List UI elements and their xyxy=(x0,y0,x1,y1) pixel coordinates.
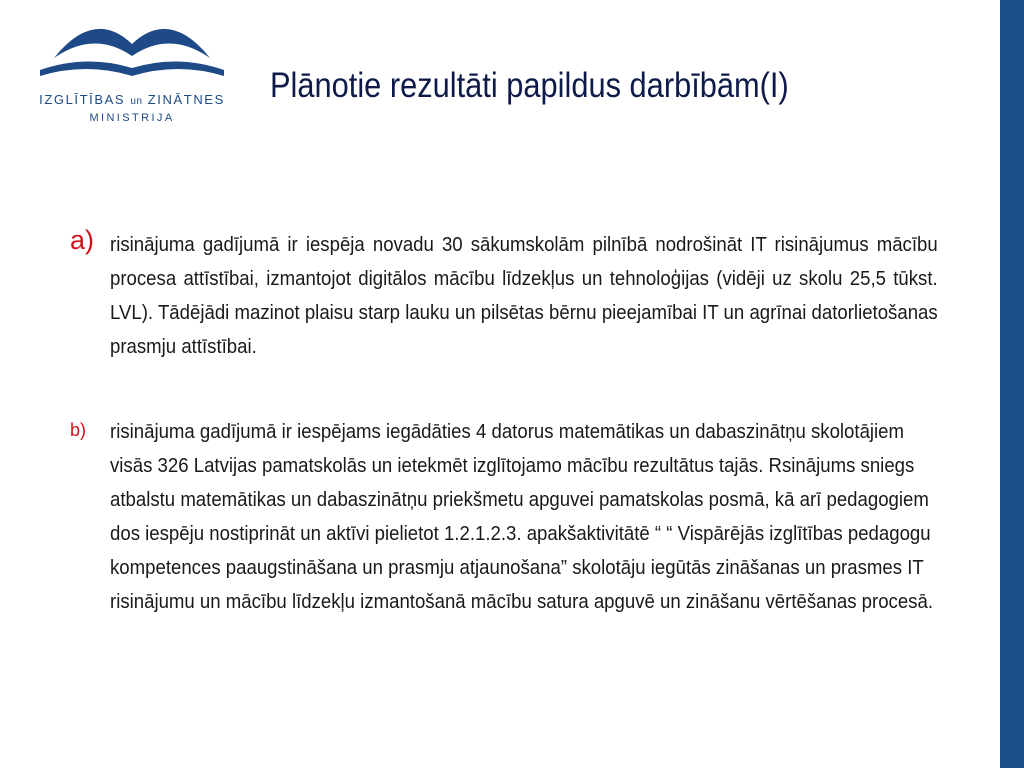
list-marker-b: b) xyxy=(70,420,87,440)
list-item-a xyxy=(70,225,946,364)
book-arc-icon xyxy=(34,14,230,90)
ministry-logo xyxy=(34,14,230,132)
logo-word-zinatnes: ZINĀTNES xyxy=(147,92,225,107)
logo-text-line2: MINISTRIJA xyxy=(89,112,175,124)
logo-text-line1 xyxy=(34,92,230,107)
list-item-a-text: risinājuma gadījumā ir iespēja novadu 30 sākumskolām pilnībā nodrošināt IT risinājumus mācību procesa attīstībai, izmantojot digitālos mācību līdzekļus un tehnoloģijas (vidēji uz skolu 25,5 tūkst. LVL). Tādējādi mazinot plaisu starp lauku un pilsētas bērnu pieejamībai IT un agrīnai datorlietošanas prasmju attīstībai. xyxy=(110,234,938,358)
list-item-b-text: risinājuma gadījumā ir iespējams iegādāties 4 datorus matemātikas un dabaszinātņu skolotājiem visās 326 Latvijas pamatskolās un ietekmēt izglītojamo mācību rezultātus tajās. Rsinājums sniegs atbalstu matemātikas un dabaszinātņu priekšmetu apguvei pamatskolas posmā, kā arī pedagogiem dos iespēju nostiprināt un aktīvi pielietot 1.2.1.2.3. apakšaktivitātē “ “ Vispārējās izglītības pedagogu kompetences paaugstināšana un prasmju atjaunošana” skolotāju iegūtās zināšanas un prasmes IT risinājumu un mācību līdzekļu izmantošanā mācību satura apguvē un zināšanu vērtēšanas procesā. xyxy=(110,421,934,613)
list-marker-a: a) xyxy=(70,225,95,255)
right-accent-bar xyxy=(1000,0,1024,768)
list-item-b xyxy=(70,415,946,619)
slide-title: Plānotie rezultāti papildus darbībām(I) xyxy=(270,66,789,105)
logo-word-un: un xyxy=(130,96,143,107)
logo-word-izglitibas: IZGLĪTĪBAS xyxy=(39,92,126,107)
